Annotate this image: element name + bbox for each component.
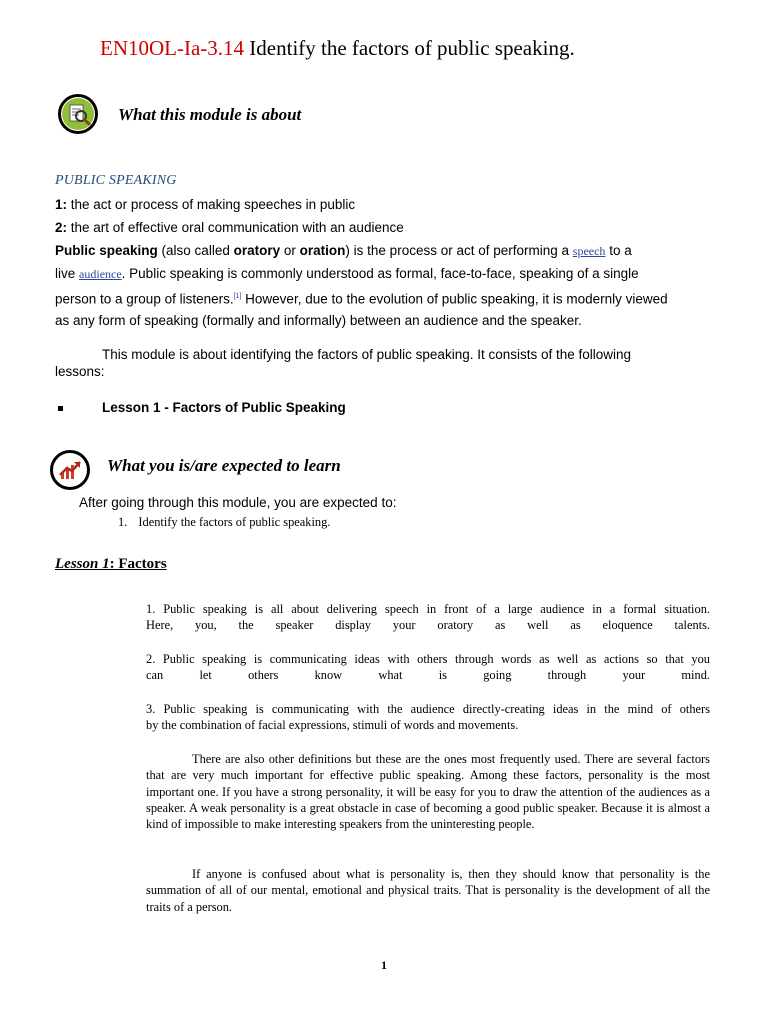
module-description-line-1: This module is about identifying the factors of public speaking. It consists of the following	[102, 347, 632, 362]
point-3-line-2: by the combination of facial expressions, stimuli of words and movements.	[146, 718, 519, 733]
chart-arrow-icon	[50, 450, 90, 490]
point-2-line-2: can let others know what is going through your mind.	[146, 668, 710, 683]
lesson-list-label: Lesson 1 - Factors of Public Speaking	[102, 400, 346, 415]
definition-heading: PUBLIC SPEAKING	[55, 173, 177, 188]
definition-1-text: the act or process of making speeches in public	[70, 197, 356, 212]
speech-link[interactable]: speech	[572, 244, 606, 258]
personality-definition-paragraph: If anyone is confused about what is personality is, then they should know that personality is the summation of all of our mental, emotional and physical traits. That is personality is the development of all the traits of a person.	[146, 867, 710, 914]
point-1-line-1: 1. Public speaking is all about delivering speech in front of a large audience in a formal situation.	[146, 602, 710, 616]
text-fragment: to a	[609, 243, 632, 258]
title-text: Identify the factors of public speaking.	[249, 36, 575, 60]
point-3-line-1: 3. Public speaking is communicating with the audience directly-creating ideas in the mind of others	[146, 702, 710, 716]
definition-2-number: 2:	[55, 220, 68, 235]
expected-intro: After going through this module, you are expected to:	[79, 495, 397, 510]
lesson-heading	[55, 556, 167, 573]
term-oratory: oratory	[233, 243, 281, 258]
text-fragment: ) is the process or act of performing a	[345, 243, 570, 258]
definition-paragraph-line-4	[55, 309, 582, 333]
expected-item	[118, 514, 330, 530]
definition-2	[55, 216, 404, 240]
bullet-icon	[58, 406, 63, 411]
personality-paragraph: There are also other definitions but these are the ones most frequently used. There are several factors that are very much important for effective public speaking. Among these factors, personality is the most important one. If you have a strong personality, it will be easy for you to draw the attention of the audiences as a speaker. A weak personality is a great obstacle in case of becoming a good public speaker. Because it is almost a kind of impossible to make interesting speakers from the uninteresting people.	[146, 752, 710, 832]
term-public-speaking: Public speaking	[55, 243, 158, 258]
page-title	[100, 36, 575, 61]
audience-link[interactable]: audience	[79, 267, 122, 281]
expected-item-text: Identify the factors of public speaking.	[138, 515, 331, 529]
point-1	[146, 601, 710, 634]
section-heading-expected: What you is/are expected to learn	[107, 456, 341, 475]
point-1-line-2: Here, you, the speaker display your oratory as well as eloquence talents.	[146, 618, 710, 633]
lesson-title: Factors	[118, 556, 167, 572]
text-fragment: . Public speaking is commonly understood as formal, face-to-face, speaking of a single	[121, 266, 639, 281]
module-description-line-2: lessons:	[55, 364, 105, 379]
text-fragment: as any form of speaking (formally and informally) between an audience and the speaker.	[55, 313, 582, 328]
point-3	[146, 701, 710, 734]
magnifier-document-icon	[58, 94, 98, 134]
definition-1	[55, 193, 355, 217]
reference-link[interactable]: [1]	[233, 293, 242, 300]
text-fragment: live	[55, 266, 76, 281]
competency-code: EN10OL-Ia-3.14	[100, 36, 245, 60]
definition-paragraph-line-3	[55, 285, 668, 311]
text-fragment: (also called	[161, 243, 230, 258]
definition-paragraph-line-2	[55, 262, 639, 287]
definition-1-number: 1:	[55, 197, 68, 212]
point-2-line-1: 2. Public speaking is communicating ideas with others through words as well as actions so that you	[146, 652, 710, 666]
definition-paragraph-line-1	[55, 239, 632, 264]
expected-item-number: 1.	[118, 515, 128, 529]
point-2	[146, 651, 710, 684]
section-heading-module: What this module is about	[118, 105, 302, 124]
text-fragment: or	[283, 243, 296, 258]
lesson-label: Lesson 1	[55, 556, 110, 572]
text-fragment: person to a group of listeners.	[55, 291, 234, 307]
page-number: 1	[381, 958, 387, 972]
lesson-colon: :	[109, 556, 119, 572]
definition-2-text: the art of effective oral communication with an audience	[70, 220, 404, 235]
text-fragment: However, due to the evolution of public speaking, it is modernly viewed	[245, 291, 668, 307]
term-oration: oration	[299, 243, 346, 258]
